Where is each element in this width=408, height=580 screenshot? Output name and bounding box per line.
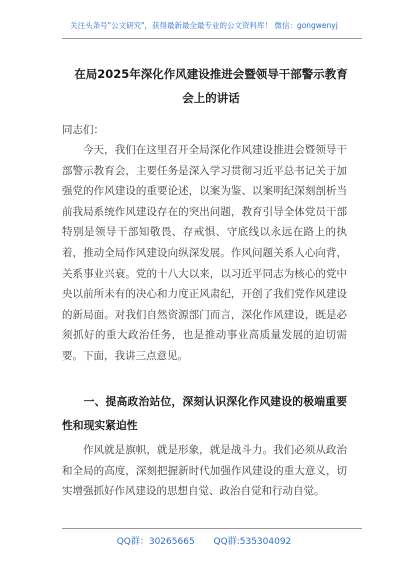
footer-contact <box>0 534 408 547</box>
footer-qq-group-2: QQ群:535304092 <box>213 537 292 547</box>
footer-divider <box>62 528 362 529</box>
document-title: 在局2025年深化作风建设推进会暨领导干部警示教育会上的讲话 <box>74 67 348 105</box>
header-promo-note: 关注头条号"公文研究"，获得最新最全最专业的公文资料库！ 微信：gongwenyj <box>70 21 338 30</box>
section-heading-1: 一、提高政治站位，深刻认识深化作风建设的极端重要性和现实紧迫性 <box>62 395 347 432</box>
footer-qq-group-1: QQ群：30265665 <box>116 537 195 547</box>
paragraph-intro: 今天，我们在这里召开全局深化作风建设推进会暨领导干部警示教育会，主要任务是深入学习贯彻习近平总书记关于加强党的作风建设的重要论述，以案为鉴、以案明纪深刻剖析当前我局系统作风建设存在的突出问题，教育引导全体党员干部特别是领导干部知敬畏、存戒惧、守底线以永远在路上的执着，推动全局作风建设向纵深发展。作风问题关系人心向背，关系事业兴衰。党的十八大以来，以习近平同志为核心的党中央以前所未有的决心和力度正风肃纪，开创了我们党作风建设的新局面。对我们自然资源部门而言，深化作风建设，既是必须抓好的重大政治任务，也是推动事业高质量发展的迫切需要。下面，我讲三点意见。 <box>62 144 347 362</box>
paragraph-section-1: 作风就是旗帜，就是形象，就是战斗力。我们必须从政治和全局的高度，深刻把握新时代加强作风建设的重大意义，切实增强抓好作风建设的思想自觉、政治自觉和行动自觉。 <box>62 444 347 498</box>
salutation: 同志们： <box>62 124 104 136</box>
header-divider <box>62 38 362 39</box>
